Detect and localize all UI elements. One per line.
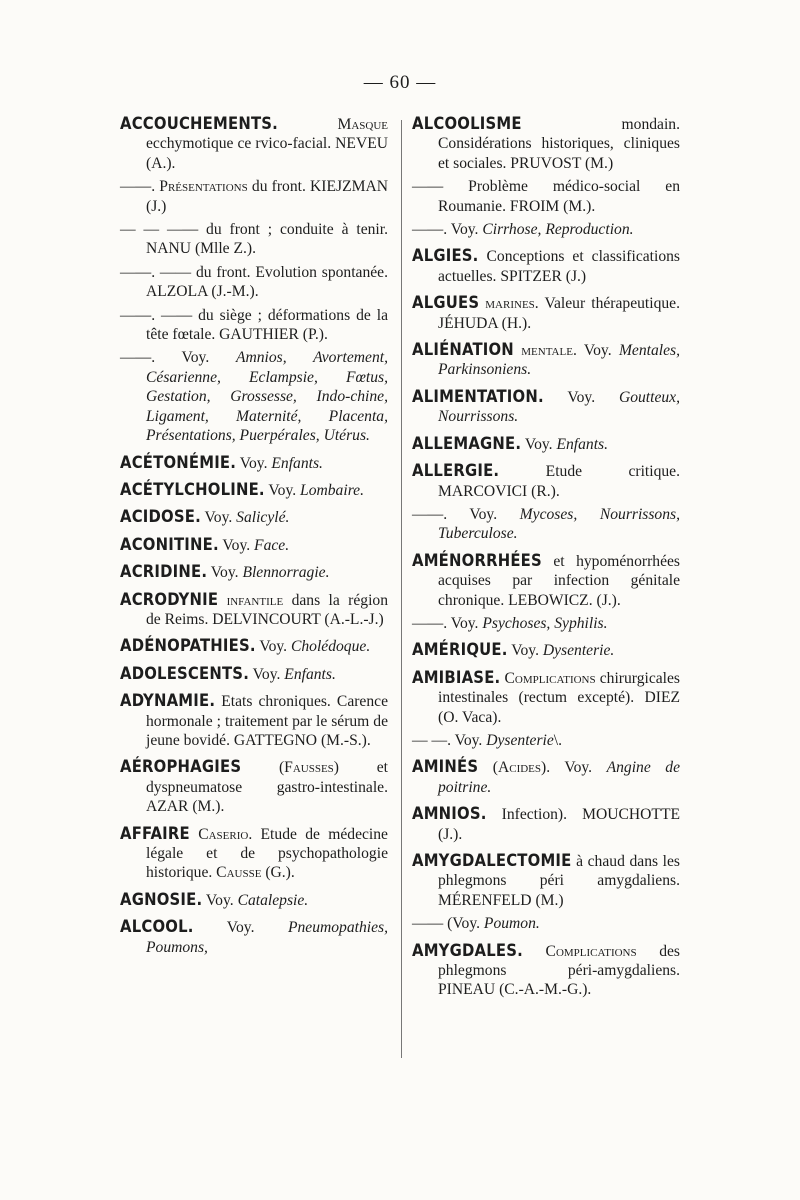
entry-reference: Cirrhose, Reproduction. bbox=[482, 221, 634, 239]
entry-text: mondain. Considérations historiques, cliniques et sociales. PRUVOST (M.) bbox=[438, 116, 680, 172]
entry-text: Etats chroniques. Carence hormonale ; traitement par le sérum de jeune bovidé. GATTEGNO (M.-S.). bbox=[146, 693, 388, 749]
index-entry bbox=[412, 505, 680, 544]
entry-text: Acides bbox=[497, 759, 542, 777]
entry-headword: ALCOOLISME bbox=[412, 114, 522, 133]
entry-headword: ALCOOL. bbox=[120, 917, 194, 937]
index-entry bbox=[412, 293, 680, 333]
entry-reference: Enfants. bbox=[271, 454, 323, 472]
entry-text: ——. bbox=[120, 178, 160, 196]
entry-reference: Lombaire. bbox=[300, 481, 364, 499]
index-entry bbox=[412, 941, 680, 1000]
index-entry bbox=[120, 480, 388, 500]
index-entry bbox=[412, 177, 680, 216]
entry-reference: Mycoses, Nourrissons, Tuberculose. bbox=[438, 505, 680, 543]
entry-headword: ALGUES bbox=[412, 293, 480, 313]
index-entry bbox=[412, 434, 680, 454]
entry-text: du front. KIEJZMAN (J.) bbox=[146, 178, 389, 215]
entry-headword: AMÉNORRHÉES bbox=[412, 550, 542, 570]
entry-reference: Pneumopathies, Poumons, bbox=[146, 919, 388, 956]
entry-headword: AMINÉS bbox=[412, 757, 479, 777]
entry-text: Voy. bbox=[236, 454, 272, 472]
entry-text: Complications bbox=[545, 942, 637, 960]
entry-text: et hypoménorrhées acquises par infection génitale chronique. LEBOWICZ. (J.). bbox=[438, 552, 680, 609]
entry-text: ——. Voy. bbox=[412, 221, 483, 239]
entry-text: Voy. bbox=[202, 891, 238, 909]
entry-text: dans la région de Reims. DELVINCOURT (A.-L.-J.) bbox=[146, 591, 388, 628]
index-entry bbox=[120, 664, 388, 684]
entry-headword: ALIMENTATION. bbox=[412, 386, 544, 406]
entry-text: Etude critique. MARCOVICI (R.). bbox=[438, 463, 680, 500]
entry-text: à chaud dans les phlegmons péri amygdaliens. MÉRENFELD (M.) bbox=[438, 853, 680, 909]
entry-text: des phlegmons péri-amygdaliens. PINEAU (C.-A.-M.-G.). bbox=[438, 942, 680, 999]
index-entry bbox=[120, 917, 388, 957]
entry-reference: Goutteux, Nourrissons. bbox=[438, 388, 680, 426]
entry-headword: ALLEMAGNE. bbox=[412, 433, 522, 453]
index-entry bbox=[412, 668, 680, 727]
entry-text bbox=[218, 592, 226, 609]
entry-text: Voy. bbox=[249, 665, 285, 683]
index-entry bbox=[412, 461, 680, 501]
entry-headword: ADYNAMIE. bbox=[120, 691, 216, 711]
index-entry bbox=[412, 551, 680, 610]
entry-headword: ACIDOSE. bbox=[120, 507, 201, 527]
entry-text: Voy. bbox=[200, 509, 237, 527]
entry-text: . Etude de médecine légale et de psychopathologie historique. bbox=[146, 825, 388, 882]
entry-reference: Enfants. bbox=[284, 665, 336, 683]
index-entry bbox=[120, 590, 388, 630]
entry-text: Conceptions et classifications actuelles. SPITZER (J.) bbox=[438, 248, 680, 285]
entry-reference: Mentales, Parkinsoniens. bbox=[438, 342, 680, 379]
entry-text bbox=[523, 943, 546, 960]
index-entry bbox=[412, 640, 680, 660]
entry-text: . Voy. bbox=[572, 342, 619, 360]
right-column bbox=[412, 114, 680, 1007]
entry-text: . Valeur thérapeutique. JÉHUDA (H.). bbox=[438, 295, 680, 332]
entry-headword: AMYGDALECTOMIE bbox=[412, 851, 572, 870]
index-entry bbox=[120, 636, 388, 656]
entry-text: Voy. bbox=[507, 642, 543, 660]
index-entry bbox=[120, 535, 388, 555]
entry-headword: ACRODYNIE bbox=[120, 589, 219, 609]
entry-text: Masque bbox=[337, 116, 388, 133]
entry-text: infantile bbox=[226, 591, 284, 609]
index-entry bbox=[120, 306, 388, 345]
entry-text: ( bbox=[478, 759, 498, 777]
index-entry bbox=[120, 263, 388, 302]
entry-text: Caserio bbox=[198, 825, 249, 843]
entry-text: — — —— du front ; conduite à tenir. NANU (Mlle Z.). bbox=[120, 221, 388, 258]
index-entry bbox=[120, 824, 388, 883]
index-entry bbox=[120, 890, 388, 910]
entry-headword: ADOLESCENTS. bbox=[120, 663, 250, 683]
entry-text: Complications bbox=[504, 669, 596, 687]
index-entry bbox=[120, 348, 388, 445]
entry-headword: AMIBIASE. bbox=[412, 667, 501, 687]
entry-headword: ACRIDINE. bbox=[120, 562, 208, 582]
entry-headword: ACONITINE. bbox=[120, 534, 219, 554]
entry-text bbox=[190, 826, 198, 843]
entry-reference: Blennorragie. bbox=[242, 564, 330, 582]
entry-reference: Angine de poitrine. bbox=[438, 759, 680, 796]
index-entry bbox=[412, 340, 680, 380]
entry-text bbox=[278, 116, 337, 133]
entry-headword: AÉROPHAGIES bbox=[120, 757, 242, 777]
entry-text: Voy. bbox=[521, 435, 557, 453]
entry-headword: ALGIES. bbox=[412, 246, 479, 266]
index-entry bbox=[120, 691, 388, 750]
column-divider bbox=[401, 120, 402, 1058]
index-entry bbox=[412, 804, 680, 844]
index-entry bbox=[412, 246, 680, 286]
page-number: — 60 — bbox=[363, 72, 437, 93]
entry-text: Causse bbox=[216, 864, 262, 882]
entry-headword: ACCOUCHEMENTS. bbox=[120, 114, 279, 133]
entry-reference: Salicylé. bbox=[236, 509, 290, 527]
index-entry bbox=[120, 220, 388, 259]
entry-headword: ACÉTYLCHOLINE. bbox=[120, 479, 265, 499]
left-column bbox=[120, 114, 388, 964]
entry-headword: AGNOSIE. bbox=[120, 889, 203, 909]
entry-text: ——. Voy. bbox=[120, 349, 236, 367]
entry-reference: Dysenterie bbox=[486, 731, 554, 749]
entry-text: chirurgicales intestinales (rectum excepté). DIEZ (O. Vaca). bbox=[438, 669, 680, 726]
entry-headword: AFFAIRE bbox=[120, 823, 190, 843]
index-entry bbox=[412, 114, 680, 173]
index-entry bbox=[120, 177, 388, 216]
entry-text: ecchymotique ce rvico-facial. NEVEU (A.). bbox=[146, 135, 388, 172]
index-entry bbox=[412, 387, 680, 427]
entry-text: ). Voy. bbox=[541, 759, 607, 777]
entry-reference: Psychoses, Syphilis. bbox=[482, 614, 608, 632]
entry-text: \. bbox=[553, 731, 563, 749]
entry-text: ) et dyspneumatose gastro-intestinale. AZAR (M.). bbox=[146, 759, 388, 816]
index-entry bbox=[120, 453, 388, 473]
entry-text: ——. —— du siège ; déformations de la tête fœtale. GAUTHIER (P.). bbox=[120, 306, 388, 344]
entry-text: —— (Voy. bbox=[412, 915, 484, 933]
entry-headword: AMNIOS. bbox=[412, 804, 487, 824]
entry-text: Présentations bbox=[159, 178, 248, 196]
index-entry bbox=[412, 851, 680, 910]
entry-text: — —. Voy. bbox=[412, 731, 487, 749]
entry-text: Voy. bbox=[264, 481, 301, 499]
entry-text: Fausses bbox=[284, 759, 334, 777]
entry-reference: Dysenterie. bbox=[542, 642, 615, 660]
entry-reference: Cholédoque. bbox=[290, 638, 371, 656]
entry-headword: ALIÉNATION bbox=[412, 340, 514, 360]
entry-text: —— Problème médico-social en Roumanie. FROIM (M.). bbox=[412, 178, 680, 215]
entry-headword: ALLERGIE. bbox=[412, 461, 500, 481]
entry-headword: AMYGDALES. bbox=[412, 940, 523, 960]
entry-reference: Enfants. bbox=[556, 435, 609, 453]
entry-text: (G.). bbox=[261, 864, 295, 882]
entry-text: Voy. bbox=[218, 536, 255, 554]
entry-text: Voy. bbox=[207, 564, 243, 582]
index-entry bbox=[412, 914, 680, 933]
entry-text: Voy. bbox=[543, 388, 619, 406]
entry-text: Voy. bbox=[193, 919, 288, 937]
entry-headword: AMÉRIQUE. bbox=[412, 640, 508, 660]
index-entry bbox=[412, 731, 680, 750]
entry-text: ——. Voy. bbox=[412, 505, 520, 523]
entry-reference: Amnios, Avortement, Césarienne, Eclampsie, Fœtus, Gestation, Grossesse, Indo-chine, Ligament, Maternité, Placenta, Présentations, Puerpérales, Utérus. bbox=[146, 349, 388, 445]
entry-text: ——. Voy. bbox=[412, 614, 483, 632]
index-entry bbox=[120, 507, 388, 527]
entry-text: ( bbox=[241, 759, 285, 777]
index-entry bbox=[120, 562, 388, 582]
entry-reference: Poumon. bbox=[483, 915, 540, 933]
index-entry bbox=[412, 757, 680, 797]
entry-text: mentale bbox=[521, 342, 573, 360]
entry-headword: ACÉTONÉMIE. bbox=[120, 452, 237, 472]
index-entry bbox=[120, 114, 388, 173]
index-entry bbox=[412, 220, 680, 239]
entry-reference: Catalepsie. bbox=[237, 891, 309, 909]
entry-headword: ADÉNOPATHIES. bbox=[120, 636, 256, 656]
entry-text: marines bbox=[485, 295, 535, 313]
entry-text: ——. —— du front. Evolution spontanée. ALZOLA (J.-M.). bbox=[120, 263, 388, 301]
index-entry bbox=[120, 757, 388, 816]
entry-text: Infection). MOUCHOTTE (J.). bbox=[438, 806, 680, 843]
entry-reference: Face. bbox=[254, 536, 290, 554]
index-entry bbox=[412, 614, 680, 633]
entry-text: Voy. bbox=[255, 638, 291, 656]
